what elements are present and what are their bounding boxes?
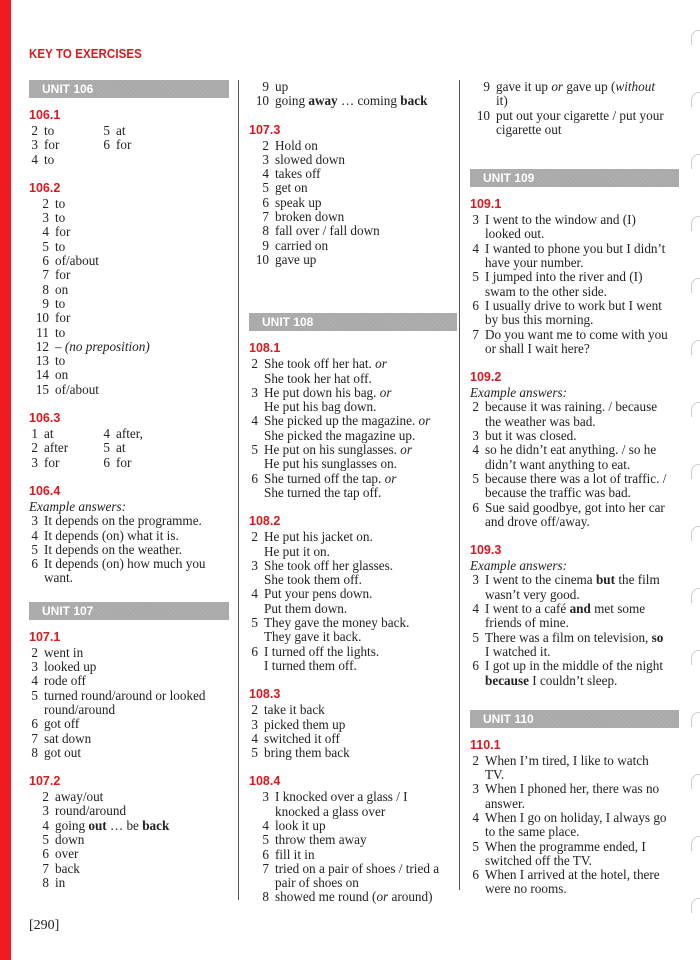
answer-item: 2 Hold on	[262, 137, 318, 153]
answer-item: 5 turned round/around or looked round/around	[31, 687, 206, 717]
exercise-106-4	[29, 484, 229, 586]
answer-item: 6 It depends (on) how much you want.	[31, 556, 206, 586]
answer-item: 4 going out … be back	[42, 817, 170, 833]
edge-mark	[691, 216, 700, 231]
answer-item: 10 going away … coming back	[255, 93, 428, 109]
answer-item: 5 I jumped into the river and (I) swam to the other side.	[472, 269, 643, 299]
exercise-title: 106.1	[29, 108, 61, 122]
answer-item: 2 take it back	[251, 702, 325, 718]
exercise-108-3	[249, 687, 454, 760]
answer-item: 3 When I phoned her, there was no answer.	[472, 781, 660, 811]
answer-item: 2 He put his jacket on. He put it on.	[251, 529, 373, 559]
exercise-109-1	[470, 197, 670, 356]
unit-header-110: UNIT 110	[470, 710, 679, 728]
exercise-110-1	[470, 738, 670, 897]
answer-item: 14 on	[35, 367, 69, 383]
answer-item: 3 for	[31, 137, 60, 153]
answer-item: 3 looked up	[31, 659, 97, 675]
exercise-title: 106.3	[29, 411, 61, 426]
edge-mark	[691, 650, 700, 665]
answer-item: 13 to	[35, 353, 66, 369]
answer-item: 9 carried on	[262, 237, 329, 253]
answer-item: 11 to	[36, 324, 66, 340]
page-number: [290]	[29, 918, 60, 933]
answer-item: 7 back	[42, 860, 80, 876]
answer-item: 6 for	[103, 454, 132, 470]
answer-item: 9 gave it up or gave up (without it)	[483, 79, 655, 109]
edge-mark	[691, 402, 700, 417]
answer-item: 5 bring them back	[251, 745, 350, 761]
edge-mark	[691, 836, 700, 851]
page-edge-marks	[690, 0, 700, 960]
edge-mark	[691, 92, 700, 107]
edge-mark	[691, 278, 700, 293]
unit-header-107: UNIT 107	[29, 602, 229, 620]
answer-item: 6 speak up	[262, 194, 322, 210]
answer-item: 5 He put on his sunglasses. or He put his sunglasses on.	[251, 442, 413, 472]
answer-item: 4 I went to a café and met some friends of mine.	[472, 601, 646, 631]
answer-item: 9 to	[42, 295, 66, 311]
exercise-title: 107.1	[29, 629, 61, 644]
answer-item: 5 because there was a lot of traffic. / because the traffic was bad.	[472, 470, 667, 501]
answer-item: 7 tried on a pair of shoes / tried a pair of shoes on	[262, 860, 440, 891]
example-note: Example answers:	[470, 385, 568, 401]
exercise-107-2	[29, 774, 229, 890]
answer-item: 6 I got up in the middle of the night because I couldn’t sleep.	[472, 658, 664, 688]
example-note: Example answers:	[470, 558, 568, 574]
answer-item: 8 got out	[31, 744, 81, 760]
exercise-108-1	[249, 341, 454, 500]
answer-item: 2 went in	[31, 644, 84, 660]
answer-item: 2 after	[31, 440, 69, 456]
exercise-108-4	[249, 774, 454, 904]
answer-item: 4 She picked up the magazine. or She picked the magazine up.	[251, 413, 431, 443]
answer-item: 8 in	[42, 874, 66, 890]
answer-item: 2 away/out	[42, 789, 104, 805]
answer-item: 6 fill it in	[262, 846, 315, 862]
answer-item: 3 I went to the cinema but the film wasn’t very good.	[472, 572, 660, 602]
answer-item: 5 to	[42, 238, 66, 254]
answer-item: 3 but it was closed.	[472, 428, 577, 444]
answer-item: 2 to	[42, 195, 66, 211]
answer-item: 5 at	[103, 440, 126, 456]
exercise-title: 106.4	[29, 483, 61, 498]
exercise-106-2	[29, 181, 229, 397]
answer-item: 5 There was a film on television, so I watched it.	[472, 629, 664, 659]
answer-item: 4 Put your pens down. Put them down.	[251, 586, 373, 616]
answer-item: 3 It depends on the programme.	[31, 513, 202, 529]
answer-item: 6 over	[42, 846, 79, 862]
exercise-title: 108.2	[249, 514, 281, 529]
answer-item: 8 on	[42, 281, 69, 297]
answer-item: 3 to	[42, 210, 66, 226]
example-note: Example answers:	[29, 498, 127, 514]
answer-item: 3 She took off her glasses. She took them off.	[251, 557, 394, 588]
answer-item: 2 When I’m tired, I like to watch TV.	[472, 752, 649, 783]
exercise-title: 107.3	[249, 122, 281, 137]
answer-item: 3 round/around	[42, 803, 127, 819]
exercise-title: 107.2	[29, 774, 61, 789]
exercise-title: 108.1	[249, 341, 281, 356]
unit-header-106: UNIT 106	[29, 80, 229, 98]
answer-item: 6 for	[103, 137, 132, 153]
answer-item: 4 for	[42, 224, 71, 240]
edge-mark	[691, 712, 700, 727]
exercise-title: 108.3	[249, 687, 281, 702]
exercise-title: 109.1	[470, 197, 502, 212]
exercise-109-3	[470, 543, 670, 688]
answer-item: 3 slowed down	[262, 151, 345, 167]
exercise-107-1	[29, 630, 229, 760]
unit-header-109: UNIT 109	[470, 169, 679, 187]
answer-item: 10 gave up	[255, 251, 317, 267]
exercise-title: 106.2	[29, 180, 61, 195]
exercise-106-3	[29, 411, 229, 470]
edge-mark	[691, 526, 700, 541]
column-3	[470, 80, 670, 911]
answer-item: 3 He put down his bag. or He put his bag down.	[251, 384, 392, 415]
answer-item: 5 get on	[262, 180, 308, 196]
answer-item: 5 They gave the money back. They gave it back.	[251, 615, 410, 645]
edge-mark	[691, 774, 700, 789]
exercise-107-3	[249, 123, 454, 268]
column-divider	[238, 80, 239, 900]
answer-item: 6 I turned off the lights. I turned them off.	[251, 643, 380, 673]
answer-item: 6 When I arrived at the hotel, there were no rooms.	[472, 867, 660, 897]
answer-item: 5 at	[103, 123, 126, 138]
unit-header-108: UNIT 108	[249, 313, 457, 331]
edge-mark	[691, 30, 700, 45]
answer-item: 4 When I go on holiday, I always go to the same place.	[472, 809, 667, 840]
answer-item: 12 – (no preposition)	[35, 338, 150, 354]
answer-item: 8 fall over / fall down	[262, 223, 380, 239]
exercise-title: 109.2	[470, 370, 502, 385]
side-color-bar	[0, 0, 11, 960]
answer-item: 4 switched it off	[251, 730, 340, 746]
answer-item: 5 It depends on the weather.	[31, 541, 183, 557]
answer-item: 7 broken down	[262, 209, 345, 225]
exercise-109-2	[470, 370, 670, 529]
edge-mark	[691, 898, 700, 913]
exercise-title: 109.3	[470, 543, 502, 558]
answer-item: 6 Sue said goodbye, got into her car and drove off/away.	[472, 499, 665, 529]
answer-item: 5 down	[42, 831, 85, 847]
answer-item: 7 sat down	[31, 730, 92, 746]
answer-item: 6 I usually drive to work but I went by bus this morning.	[472, 297, 662, 328]
answer-item: 5 throw them away	[262, 832, 367, 848]
answer-item: 6 of/about	[42, 253, 99, 269]
exercise-108-2	[249, 514, 454, 673]
answer-item: 2 because it was raining. / because the weather was bad.	[472, 399, 658, 429]
answer-item: 4 takes off	[262, 166, 321, 182]
answer-item: 3 picked them up	[251, 716, 346, 732]
answer-item: 7 for	[42, 267, 71, 283]
answer-item: 2 She took off her hat. or She took her hat off.	[251, 356, 387, 386]
answer-item: 4 rode off	[31, 673, 86, 689]
column-2	[249, 80, 454, 919]
answer-item: 10 put out your cigarette / put your cigarette out	[476, 107, 664, 137]
answer-item: 9 up	[262, 79, 289, 94]
answer-item: 4 look it up	[262, 817, 326, 833]
answer-item: 4 to	[31, 151, 55, 167]
answer-item: 7 Do you want me to come with you or shall I wait here?	[472, 326, 668, 356]
answer-item: 3 I knocked over a glass / I knocked a glass over	[262, 789, 408, 819]
edge-mark	[691, 464, 700, 479]
answer-item: 4 It depends (on) what it is.	[31, 527, 179, 543]
answer-item: 10 for	[35, 310, 71, 326]
answer-item: 4 after,	[103, 426, 143, 442]
edge-mark	[691, 588, 700, 603]
exercise-108-4-cont	[470, 80, 670, 137]
exercise-title: 110.1	[470, 737, 501, 752]
edge-mark	[691, 154, 700, 169]
exercise-107-2-cont	[249, 80, 454, 109]
answer-item: 6 got off	[31, 716, 80, 732]
answer-item: 4 I wanted to phone you but I didn’t have your number.	[472, 240, 666, 271]
column-divider	[459, 80, 460, 890]
answer-item: 2 to	[31, 123, 55, 138]
answer-item: 3 I went to the window and (I) looked out.	[472, 212, 636, 242]
answer-item: 6 She turned off the tap. or She turned the tap off.	[251, 470, 397, 500]
column-1	[29, 80, 229, 904]
page-title: KEY TO EXERCISES	[29, 47, 142, 61]
answer-item: 8 showed me round (or around)	[262, 889, 433, 905]
exercise-title: 108.4	[249, 774, 281, 789]
answer-item: 15 of/about	[35, 381, 99, 397]
answer-item: 5 When the programme ended, I switched off the TV.	[472, 838, 646, 868]
answer-item: 1 at	[31, 426, 54, 442]
edge-mark	[691, 340, 700, 355]
exercise-106-1	[29, 108, 229, 167]
answer-item: 3 for	[31, 454, 60, 470]
answer-item: 4 so he didn’t eat anything. / so he didn’t want anything to eat.	[472, 442, 657, 472]
